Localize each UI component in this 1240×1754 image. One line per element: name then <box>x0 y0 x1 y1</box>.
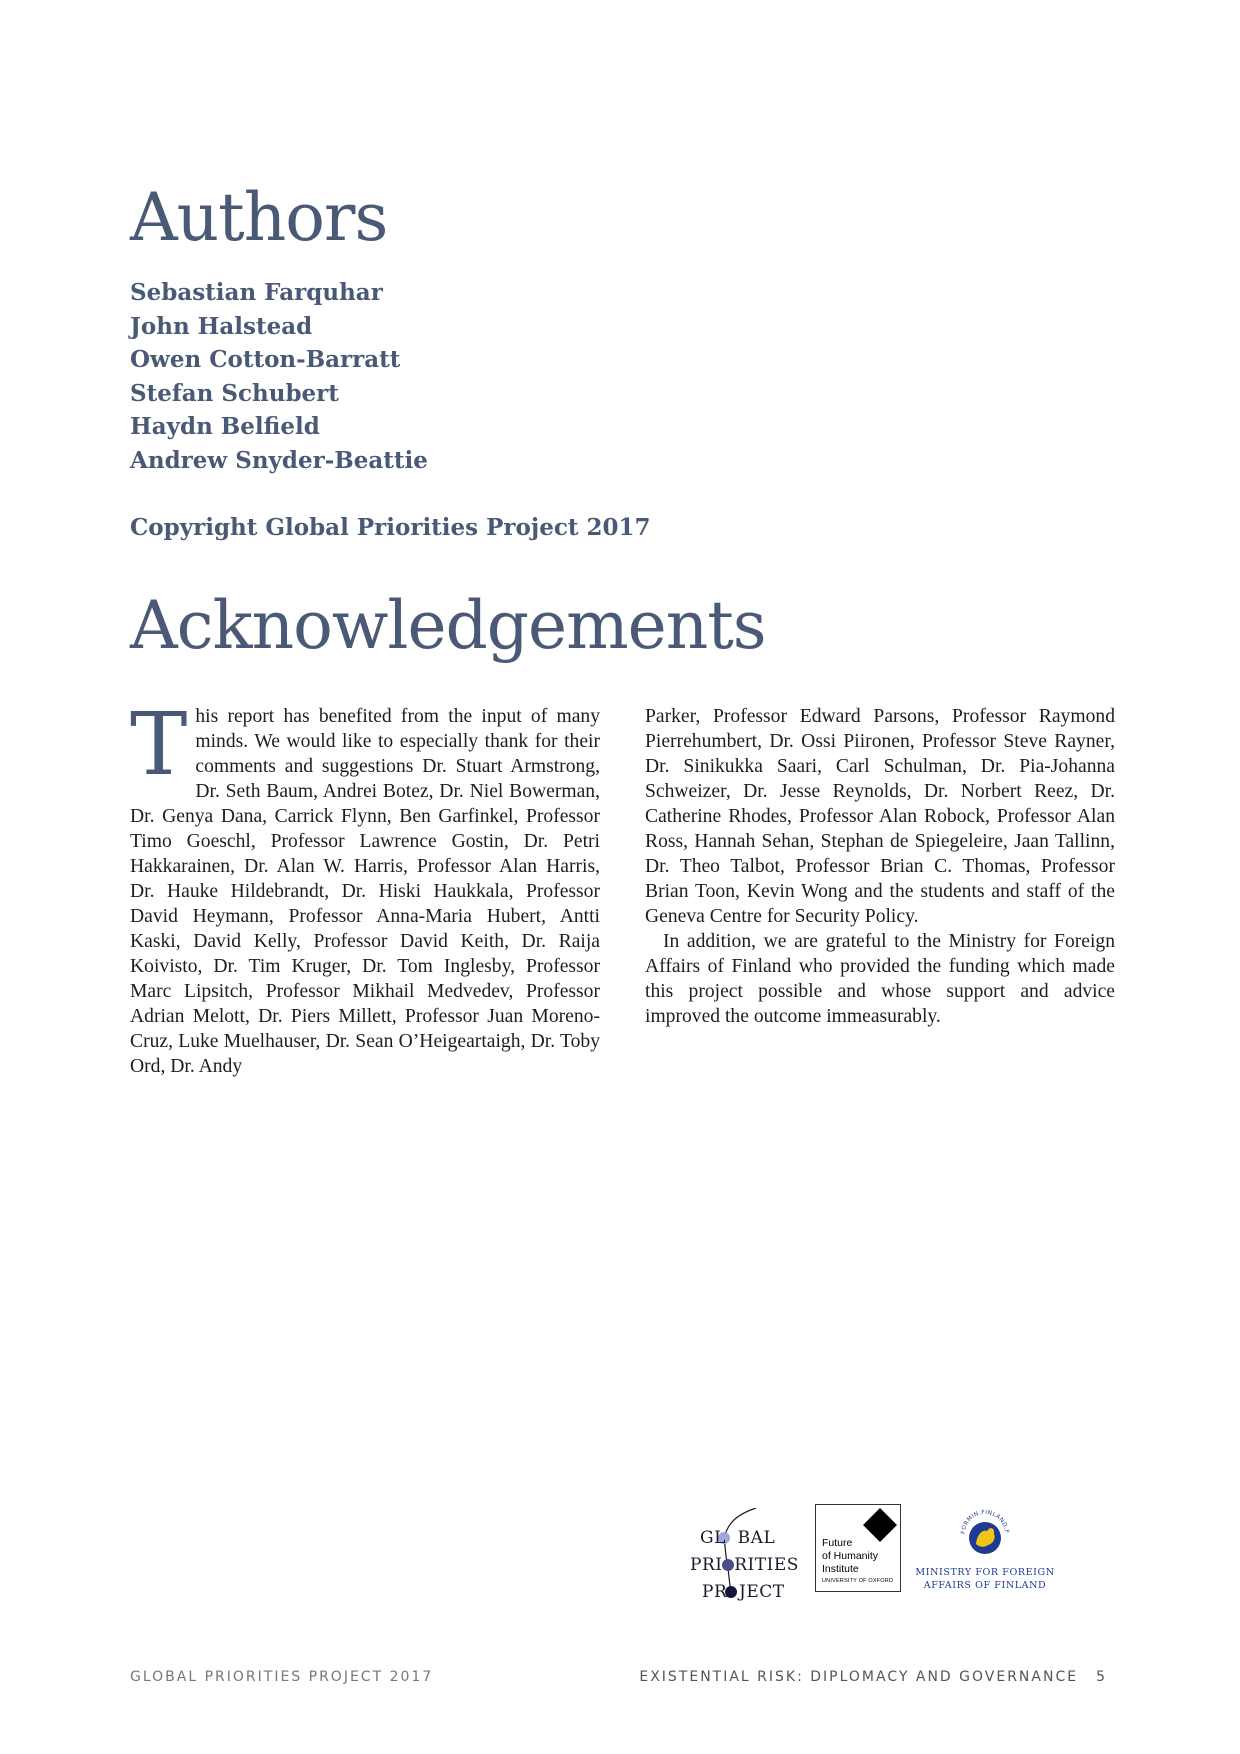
footer-publisher: GLOBAL PRIORITIES PROJECT 2017 <box>130 1669 434 1685</box>
seal-arc-text: FORMIN.FINLAND.F <box>960 1509 1010 1535</box>
footer-report-title: EXISTENTIAL RISK: DIPLOMACY AND GOVERNANCE <box>639 1669 1079 1685</box>
gpp-line-2: PRI RITIES <box>690 1555 799 1575</box>
future-of-humanity-institute-logo <box>815 1504 901 1592</box>
author-name: Andrew Snyder-Beattie <box>130 446 428 474</box>
acknowledgements-text-left: his report has benefited from the input of many minds. We would like to especially thank for their comments and suggestions Dr. Stuart Armstrong, Dr. Seth Baum, Andrei Botez, Dr. Niel Bowerman, Dr. Genya Dana, Carrick Flynn, Ben Garfinkel, Professor Timo Goeschl, Professor Lawrence Gostin, Dr. Petri Hakkarainen, Dr. Alan W. Harris, Professor Alan Harris, Dr. Hauke Hildebrandt, Dr. Hiski Haukkala, Professor David Heymann, Professor Anna-Maria Hubert, Antti Kaski, David Kelly, Professor David Keith, Dr. Raija Koivisto, Dr. Tim Kruger, Dr. Tom Inglesby, Professor Marc Lipsitch, Professor Mikhail Medvedev, Professor Adrian Melott, Dr. Piers Millett, Professor Juan Moreno-Cruz, Luke Muelhauser, Dr. Sean O’Heigeartaigh, Dr. Toby Ord, Dr. Andy <box>130 706 600 1077</box>
fhi-line-1: Future <box>822 1537 853 1549</box>
gpp-line-3: PR JECT <box>702 1582 785 1602</box>
diamond-icon <box>863 1508 897 1542</box>
author-name: Stefan Schubert <box>130 379 339 407</box>
finland-lion-seal-icon <box>957 1504 1013 1560</box>
acknowledgements-column-left <box>130 695 600 1079</box>
author-name: John Halstead <box>130 312 313 340</box>
global-priorities-project-logo <box>690 1508 802 1603</box>
acknowledgements-funding-text: In addition, we are grateful to the Ministry for Foreign Affairs of Finland who provided the funding which made this project possible and whose support and advice improved the outcome immeasurably. <box>645 931 1115 1027</box>
mfa-line-1: MINISTRY FOR FOREIGN <box>915 1567 1055 1578</box>
fhi-university: UNIVERSITY OF OXFORD <box>822 1578 894 1584</box>
acknowledgements-text-right: Parker, Professor Edward Parsons, Professor Raymond Pierrehumbert, Dr. Ossi Piironen, Professor Steve Rayner, Dr. Sinikukka Saari, Carl Schulman, Dr. Pia-Johanna Schweizer, Dr. Jesse Reynolds, Dr. Norbert Reez, Dr. Catherine Rhodes, Professor Alan Robock, Professor Alan Ross, Hannah Sehan, Stephan de Spiegeleire, Jaan Tallinn, Dr. Theo Talbot, Professor Brian C. Thomas, Professor Brian Toon, Kevin Wong and the students and staff of the Geneva Centre for Security Policy. <box>645 706 1115 927</box>
acknowledgements-paragraph <box>130 695 600 1079</box>
acknowledgements-column-right <box>645 704 1115 1029</box>
partner-logos <box>690 1500 1060 1610</box>
mfa-line-2: AFFAIRS OF FINLAND <box>923 1580 1047 1591</box>
footer-title <box>639 1669 1107 1685</box>
fhi-line-3: Institute <box>822 1563 859 1575</box>
ministry-foreign-affairs-finland-logo <box>915 1500 1055 1600</box>
authors-heading: Authors <box>130 179 388 256</box>
author-name: Sebastian Farquhar <box>130 279 383 306</box>
copyright-notice: Copyright Global Priorities Project 2017 <box>130 514 651 541</box>
gpp-line-1: GL BAL <box>700 1528 776 1548</box>
page-number: 5 <box>1096 1669 1107 1685</box>
author-list <box>130 276 428 477</box>
author-name: Haydn Belfield <box>130 413 320 440</box>
author-name: Owen Cotton-Barratt <box>130 346 401 373</box>
drop-cap: T <box>130 695 188 795</box>
fhi-line-2: of Humanity <box>822 1550 879 1562</box>
acknowledgements-heading: Acknowledgements <box>130 587 766 664</box>
